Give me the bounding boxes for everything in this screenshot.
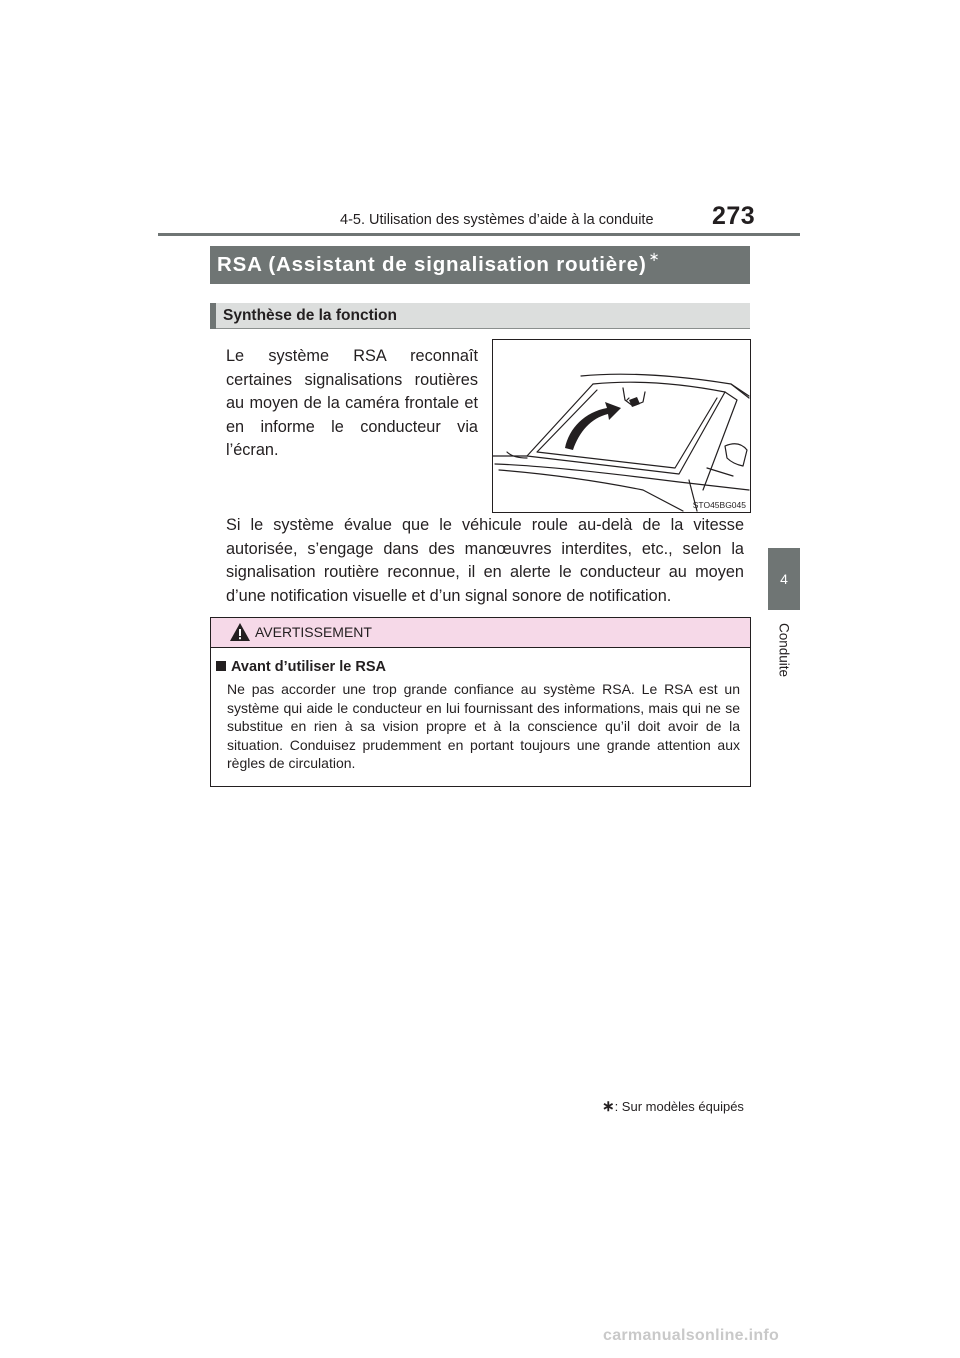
intro-paragraph: Le système RSA reconnaît certaines signalisations routières au moyen de la caméra frontale et en informe le conducteur via l’écran. (226, 347, 478, 459)
footnote-marker: ∗ (602, 1098, 615, 1115)
watermark[interactable]: carmanualsonline.info (603, 1327, 780, 1344)
header-divider (158, 233, 800, 236)
warning-text: Ne pas accorder une trop grande confiance au système RSA. Le RSA est un système qui aide le conducteur en lui fournissant des informations, mais qui ne se substitue en rien à sa vision propre et à la conscience qu’il doit avoir de la situation. Conduisez prudemment en portant toujours une grande attention aux règles de circulation. (227, 681, 740, 772)
subtitle: Synthèse de la fonction (223, 307, 397, 324)
windshield-drawing (493, 340, 750, 512)
subtitle-accent (210, 303, 216, 329)
equipped-marker: ∗ (648, 249, 661, 264)
warning-triangle-icon (229, 622, 251, 642)
footnote (602, 1097, 744, 1115)
page-title (217, 251, 660, 277)
illustration-code: STO45BG045 (692, 500, 746, 510)
windshield-camera-illustration (492, 339, 751, 513)
footnote-text: : Sur modèles équipés (614, 1099, 744, 1114)
header-section-title: 4-5. Utilisation des systèmes d’aide à la conduite (340, 212, 654, 228)
warning-heading-text: Avant d’utiliser le RSA (231, 659, 386, 675)
chapter-label-text: Conduite (776, 622, 792, 678)
chapter-tab[interactable]: 4 (768, 548, 800, 610)
square-bullet-icon (216, 661, 226, 671)
warning-box (210, 617, 751, 787)
page-number: 273 (712, 202, 756, 230)
chapter-label (771, 620, 797, 680)
warning-heading (216, 659, 386, 675)
warning-header (211, 618, 750, 648)
body-paragraph: Si le système évalue que le véhicule roule au-delà de la vitesse autorisée, s’engage dans des manœuvres interdites, etc., selon la signalisation routière reconnue, il en alerte le conducteur au moyen d’une notification visuelle et d’un signal sonore de notification. (226, 516, 744, 605)
warning-label: AVERTISSEMENT (255, 624, 372, 640)
page-title-text: RSA (Assistant de signalisation routière) (217, 252, 647, 276)
